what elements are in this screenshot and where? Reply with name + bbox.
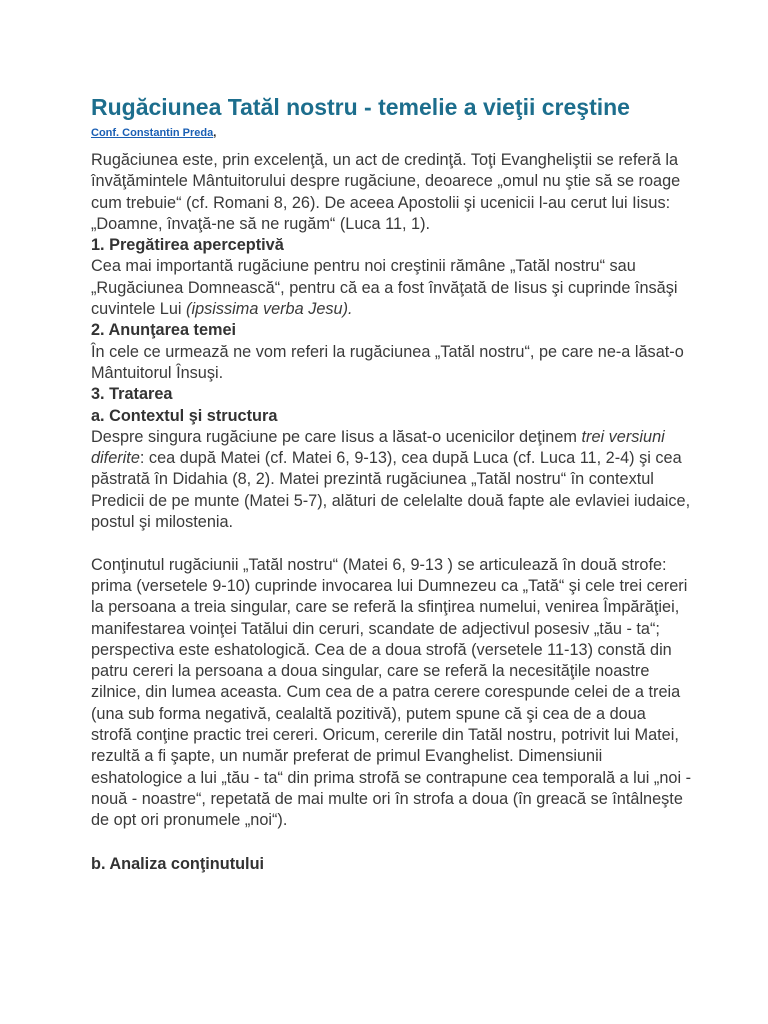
article-body [91, 150, 691, 875]
subsection-a-text-2: : cea după Matei (cf. Matei 6, 9-13), cea după Luca (cf. Luca 11, 2-4) şi cea păstrată în Didahia (8, 2). Matei prezintă rugăciunea „Tatăl nostru“ în contextul Predicii de pe munte (Matei 5-7), alături de celelalte două fapte ale evlaviei iudaice, postul şi milostenia. [91, 449, 691, 532]
subsection-heading-a: a. Contextul şi structura [91, 406, 278, 425]
paragraph-spacer [91, 533, 691, 554]
section-heading-2: 2. Anunţarea temei [91, 321, 237, 340]
section-2-paragraph: În cele ce urmează ne vom referi la rugăciunea „Tatăl nostru“, pe care ne-a lăsat-o Mântuitorul Însuşi. [91, 342, 684, 382]
intro-paragraph: Rugăciunea este, prin excelenţă, un act de credinţă. Toţi Evangheliştii se referă la învăţămintele Mântuitorului despre rugăciune, deoarece „omul nu ştie să se roage cum trebuie“ (cf. Romani 8, 26). De aceea Apostolii şi ucenicii l-au cerut lui Iisus: „Doamne, învaţă-ne să ne rugăm“ (Luca 11, 1). [91, 151, 681, 233]
section-heading-1: 1. Pregătirea aperceptivă [91, 236, 284, 255]
subsection-a-italic: trei versiuni diferite [91, 427, 665, 468]
author-link[interactable]: Conf. Constantin Preda [91, 127, 214, 139]
content-paragraph: Conţinutul rugăciunii „Tatăl nostru“ (Matei 6, 9-13 ) se articulează în două strofe: prima (versetele 9-10) cuprinde invocarea lui Dumnezeu ca „Tată“ şi cele trei cereri la persoana a treia singular, care se referă la sfinţirea numelui, venirea Împărăţiei, manifestarea voinţei Tatălui din ceruri, scandate de adjectivul posesiv „tău - ta“; perspectiva este eshatologică. Cea de a doua strofă (versetele 11-13) constă din patru cereri la persoana a doua singular, care se referă la necesităţile noastre zilnice, din lumea aceasta. Cum cea de a patra cerere corespunde celei de a treia (una sub forma negativă, cealaltă pozitivă), putem spune că şi cea de a doua strofă conţine practic trei cereri. Oricum, cererile din Tatăl nostru, potrivit lui Matei, rezultă a fi şapte, un număr preferat de primul Evanghelist. Dimensiunii eshatologice a lui „tău - ta“ din prima strofă se contrapune cea temporală a lui „noi - nouă - noastre“, repetată de mai multe ori în strofa a doua (în greacă se întâlneşte de opt ori pronumele „noi“). [91, 555, 692, 830]
section-heading-3: 3. Tratarea [91, 385, 173, 404]
section-1-paragraph [91, 256, 691, 320]
subsection-a-text-1: Despre singura rugăciune pe care Iisus a lăsat-o ucenicilor deţinem [91, 427, 582, 446]
article-title: Rugăciunea Tatăl nostru - temelie a vieţii creştine [91, 94, 630, 120]
paragraph-spacer [91, 832, 691, 854]
byline [91, 126, 216, 140]
subsection-a-paragraph [91, 427, 691, 533]
author-suffix: , [213, 127, 217, 139]
section-1-italic: (ipsissima verba Jesu). [186, 300, 353, 319]
subsection-heading-b: b. Analiza conţinutului [91, 854, 265, 873]
section-1-text: Cea mai importantă rugăciune pentru noi creştinii rămâne „Tatăl nostru“ sau „Rugăciunea Domnească“, pentru că ea a fost învăţată de Iisus şi cuprinde însăşi cuvintele Lui [91, 257, 678, 319]
